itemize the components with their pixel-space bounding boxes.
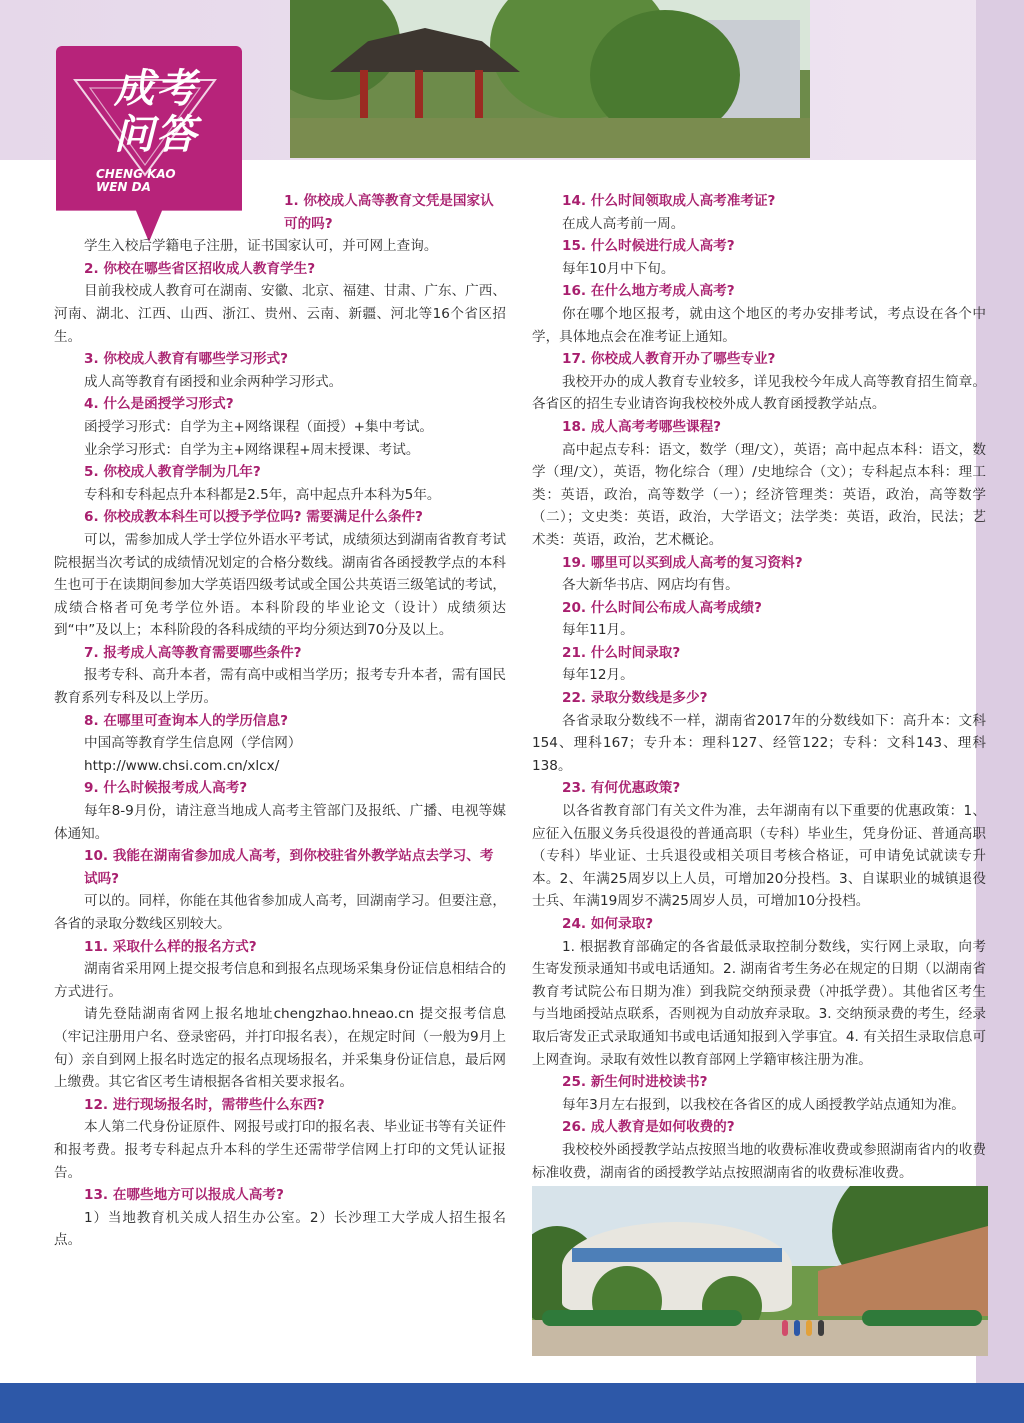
faq-question: 10. 我能在湖南省参加成人高考，到你校驻省外教学站点去学习、考试吗? [84, 848, 494, 887]
faq-question: 25. 新生何时进校读书? [562, 1074, 708, 1091]
faq-item [532, 1116, 986, 1184]
faq-answer: 湖南省采用网上提交报考信息和到报名点现场采集身份证信息相结合的方式进行。 [54, 961, 506, 1000]
faq-left-column [54, 190, 506, 1252]
faq-answer: 你在哪个地区报考，就由这个地区的考办安排考试，考点设在各个中学，具体地点会在准考证上通知。 [532, 305, 986, 345]
faq-answer: 学生入校后学籍电子注册，证书国家认可，并可网上查询。 [84, 238, 438, 255]
faq-item [54, 777, 506, 845]
faq-question: 11. 采取什么样的报名方式? [84, 938, 257, 955]
faq-answer: 函授学习形式：自学为主+网络课程（面授）+集中考试。 [84, 418, 434, 435]
faq-answer: 目前我校成人教育可在湖南、安徽、北京、福建、甘肃、广东、广西、河南、湖北、江西、山西、浙江、贵州、云南、新疆、河北等16个省区招生。 [54, 283, 506, 345]
faq-question: 19. 哪里可以买到成人高考的复习资料? [562, 554, 803, 571]
faq-answer: 可以，需参加成人学士学位外语水平考试，成绩须达到湖南省教育考试院根据当次考试的成绩情况划定的合格分数线。湖南省各函授教学点的本科生也可于在读期间参加大学英语四级考试或全国公共英语三级笔试的考试，成绩合格者可免考学位外语。本科阶段的毕业论文（设计）成绩须达到“中”及以上；本科阶段的各科成绩的平均分须达到70分及以上。 [54, 531, 506, 639]
faq-question: 16. 在什么地方考成人高考? [562, 283, 735, 300]
faq-item [54, 845, 506, 935]
faq-item [54, 1184, 506, 1252]
badge-title [96, 66, 216, 158]
faq-question: 2. 你校在哪些省区招收成人教育学生? [84, 260, 316, 277]
faq-item [532, 1071, 986, 1116]
faq-question: 9. 什么时候报考成人高考? [84, 780, 248, 797]
badge-subtitle-line1: CHENG KAO [96, 167, 176, 181]
faq-answer: 每年8-9月份，请注意当地成人高考主管部门及报纸、广播、电视等媒体通知。 [54, 803, 506, 842]
bottom-band [0, 1383, 1024, 1423]
faq-item [532, 552, 986, 597]
faq-answer: http://www.chsi.com.cn/xlcx/ [84, 757, 280, 774]
faq-item [532, 913, 986, 1071]
faq-answer: 本人第二代身份证原件、网报号或打印的报名表、毕业证书等有关证件和报考费。报考专科起点升本科的学生还需带学信网上打印的文凭认证报告。 [54, 1119, 506, 1181]
faq-answer: 1. 根据教育部确定的各省最低录取控制分数线，实行网上录取，向考生寄发预录通知书或电话通知。2. 湖南省考生务必在规定的日期（以湖南省教育考试院公布日期为准）到我院交纳预录费（冲抵学费）。其他省区考生与当地函授站点联系，否则视为自动放弃录取。3. 交纳预录费的考生，经录取后寄发正式录取通知书或电话通知报到入学事宜。4. 有关招生录取信息可上网查询。录取有效性以教育部网上学籍审核注册为准。 [532, 938, 986, 1068]
faq-answer: 专科和专科起点升本科都是2.5年，高中起点升本科为5年。 [84, 486, 441, 503]
faq-question: 17. 你校成人教育开办了哪些专业? [562, 351, 776, 368]
faq-item [54, 1094, 506, 1184]
faq-answer: 请先登陆湖南省网上报名地址chengzhao.hneao.cn 提交报考信息（牢记注册用户名、登录密码，并打印报名表），在规定时间（一般为9月上旬）亲自到网上报名时选定的报名点现场报名，并采集身份证信息，最后网上缴费。其它省区考生请根据各省相关要求报名。 [54, 1006, 506, 1091]
faq-answer: 1）当地教育机关成人招生办公室。2）长沙理工大学成人招生报名点。 [54, 1209, 506, 1249]
faq-answer: 报考专科、高升本者，需有高中或相当学历；报考专升本者，需有国民教育系列专科及以上学历。 [54, 667, 506, 707]
faq-item [54, 936, 506, 1094]
faq-answer: 每年12月。 [562, 667, 634, 684]
faq-question: 1. 你校成人高等教育文凭是国家认可的吗? [284, 193, 494, 232]
faq-question: 6. 你校成教本科生可以授予学位吗? 需要满足什么条件? [84, 509, 423, 526]
faq-question: 12. 进行现场报名时，需带些什么东西? [84, 1096, 325, 1113]
faq-question: 22. 录取分数线是多少? [562, 690, 708, 707]
faq-answer: 高中起点专科：语文，数学（理/文），英语；高中起点本科：语文，数学（理/文），英语，物化综合（理）/史地综合（文）；专科起点本科：理工类：英语，政治，高等数学（一）；经济管理类：英语，政治，高等数学（二）；文史类：英语，政治，大学语文；法学类：英语，政治，民法；艺术类：英语，政治，艺术概论。 [532, 441, 986, 548]
faq-answer: 在成人高考前一周。 [562, 215, 685, 232]
faq-answer: 每年3月左右报到，以我校在各省区的成人函授教学站点通知为准。 [562, 1096, 965, 1113]
badge-title-line1: 成考 [114, 65, 198, 112]
faq-question: 8. 在哪里可查询本人的学历信息? [84, 712, 288, 729]
faq-question: 5. 你校成人教育学制为几年? [84, 464, 261, 481]
faq-question: 24. 如何录取? [562, 916, 654, 932]
faq-item [54, 348, 506, 393]
campus-stadium-photo [532, 1186, 988, 1356]
faq-answer: 每年11月。 [562, 622, 634, 639]
faq-answer: 可以的。同样，你能在其他省参加成人高考，回湖南学习。但要注意，各省的录取分数线区别较大。 [54, 893, 506, 932]
faq-item [532, 280, 986, 348]
faq-item [54, 393, 506, 461]
faq-answer: 我校开办的成人教育专业较多，详见我校今年成人高等教育招生简章。各省区的招生专业请咨询我校校外成人教育函授教学站点。 [532, 373, 986, 413]
faq-item [54, 710, 506, 778]
faq-answer: 各省录取分数线不一样，湖南省2017年的分数线如下：高升本：文科154、理科167；专升本：理科127、经管122；专科：文科143、理科138。 [532, 712, 986, 774]
faq-question: 26. 成人教育是如何收费的? [562, 1119, 735, 1136]
faq-question: 4. 什么是函授学习形式? [84, 396, 234, 413]
faq-item [532, 642, 986, 687]
faq-question: 18. 成人高考考哪些课程? [562, 418, 722, 435]
faq-question: 15. 什么时候进行成人高考? [562, 238, 735, 255]
faq-item [532, 348, 986, 416]
badge-subtitle-line2: WEN DA [96, 180, 151, 194]
faq-answer: 我校校外函授教学站点按照当地的收费标准收费或参照湖南省内的收费标准收费，湖南省的函授教学站点按照湖南省的收费标准收费。 [532, 1141, 986, 1181]
faq-answer: 业余学习形式：自学为主+网络课程+周末授课、考试。 [84, 441, 420, 458]
faq-question: 7. 报考成人高等教育需要哪些条件? [84, 644, 302, 661]
faq-item [54, 190, 506, 258]
faq-question: 21. 什么时间录取? [562, 644, 681, 661]
faq-item [532, 190, 986, 235]
faq-item [532, 597, 986, 642]
faq-item [54, 461, 506, 506]
faq-answer: 各大新华书店、网店均有售。 [562, 577, 739, 594]
faq-question: 13. 在哪些地方可以报成人高考? [84, 1187, 284, 1204]
campus-pavilion-photo [290, 0, 810, 158]
faq-item [532, 235, 986, 280]
faq-item [532, 777, 986, 913]
faq-question: 20. 什么时间公布成人高考成绩? [562, 599, 762, 616]
faq-answer: 每年10月中下旬。 [562, 260, 675, 277]
faq-question: 23. 有何优惠政策? [562, 780, 681, 797]
badge-title-line2: 问答 [114, 111, 198, 158]
faq-item [532, 416, 986, 552]
faq-question: 14. 什么时间领取成人高考准考证? [562, 193, 776, 209]
faq-item [532, 687, 986, 777]
faq-question: 3. 你校成人教育有哪些学习形式? [84, 351, 288, 368]
faq-answer: 以各省教育部门有关文件为准，去年湖南有以下重要的优惠政策：1、应征入伍服义务兵役退役的普通高职（专科）毕业生，凭身份证、普通高职（专科）毕业证、士兵退役或相关项目考核合格证，可申请免试就读专升本。2、年满25周岁以上人员，可增加20分投档。3、自谋职业的城镇退役士兵、年满19周岁不满25周岁人员，可增加10分投档。 [532, 803, 986, 910]
faq-right-column [532, 190, 986, 1184]
faq-item [54, 506, 506, 642]
faq-answer: 中国高等教育学生信息网（学信网） [84, 735, 302, 752]
faq-item [54, 642, 506, 710]
faq-item [54, 258, 506, 348]
faq-answer: 成人高等教育有函授和业余两种学习形式。 [84, 373, 343, 390]
